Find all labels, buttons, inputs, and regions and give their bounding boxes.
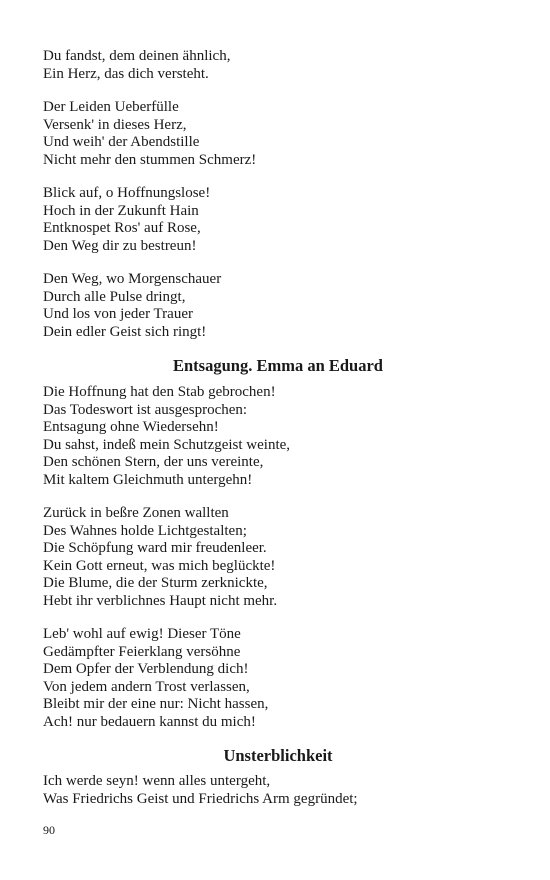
- verse-line: Dem Opfer der Verblendung dich!: [43, 661, 249, 677]
- verse-line: Ich werde seyn! wenn alles untergeht,: [43, 773, 271, 789]
- verse-line: Von jedem andern Trost verlassen,: [43, 678, 250, 695]
- verse-line: Mit kaltem Gleichmuth untergehn!: [43, 471, 253, 488]
- verse-line: Entsagung ohne Wiedersehn!: [43, 419, 219, 435]
- verse-line: Hoch in der Zukunft Hain: [43, 202, 199, 219]
- verse-line: Den schönen Stern, der uns vereinte,: [43, 454, 264, 470]
- verse-line: Blick auf, o Hoffnungslose!: [43, 185, 211, 201]
- verse-line: Den Weg, wo Morgenschauer: [43, 271, 222, 287]
- verse-line: Leb' wohl auf ewig! Dieser Töne: [43, 626, 241, 642]
- poem-title: Unsterblichkeit: [223, 746, 333, 765]
- poem-unsterblichkeit: [43, 773, 513, 808]
- verse-line: Der Leiden Ueberfülle: [43, 99, 179, 115]
- stanza: [43, 626, 513, 731]
- verse-line: Durch alle Pulse dringt,: [43, 288, 186, 305]
- poem-title: Entsagung. Emma an Eduard: [173, 356, 383, 375]
- verse-line: Nicht mehr den stummen Schmerz!: [43, 151, 257, 168]
- verse-line: Den Weg dir zu bestreun!: [43, 237, 197, 254]
- verse-line: Und weih' der Abendstille: [43, 134, 200, 150]
- verse-line: Die Schöpfung ward mir freudenleer.: [43, 540, 267, 556]
- stanza: [43, 773, 513, 808]
- poem-entsagung: [43, 384, 513, 731]
- verse-line: Des Wahnes holde Lichtgestalten;: [43, 522, 247, 539]
- verse-line: Bleibt mir der eine nur: Nicht hassen,: [43, 696, 269, 712]
- verse-line: Die Hoffnung hat den Stab gebrochen!: [43, 384, 276, 400]
- verse-line: Versenk' in dieses Herz,: [43, 116, 187, 133]
- stanza: [43, 271, 513, 341]
- verse-line: Die Blume, die der Sturm zerknickte,: [43, 575, 268, 591]
- stanza: [43, 185, 513, 255]
- stanza: [43, 505, 513, 610]
- verse-line: Was Friedrichs Geist und Friedrichs Arm gegründet;: [43, 790, 358, 807]
- page-body: [43, 48, 513, 808]
- verse-line: Ein Herz, das dich versteht.: [43, 65, 209, 82]
- stanza: [43, 384, 513, 489]
- verse-line: Dein edler Geist sich ringt!: [43, 323, 207, 340]
- verse-line: Und los von jeder Trauer: [43, 306, 193, 322]
- verse-line: Du fandst, dem deinen ähnlich,: [43, 48, 231, 64]
- stanza: [43, 48, 513, 83]
- verse-line: Kein Gott erneut, was mich beglückte!: [43, 557, 276, 574]
- poem-continued: [43, 48, 513, 341]
- verse-line: Entknospet Ros' auf Rose,: [43, 220, 201, 236]
- verse-line: Gedämpfter Feierklang versöhne: [43, 643, 241, 660]
- stanza: [43, 99, 513, 169]
- verse-line: Du sahst, indeß mein Schutzgeist weinte,: [43, 436, 291, 453]
- verse-line: Zurück in beßre Zonen wallten: [43, 505, 229, 521]
- page-number: 90: [43, 823, 55, 837]
- verse-line: Das Todeswort ist ausgesprochen:: [43, 401, 248, 418]
- verse-line: Hebt ihr verblichnes Haupt nicht mehr.: [43, 592, 278, 609]
- verse-line: Ach! nur bedauern kannst du mich!: [43, 713, 256, 730]
